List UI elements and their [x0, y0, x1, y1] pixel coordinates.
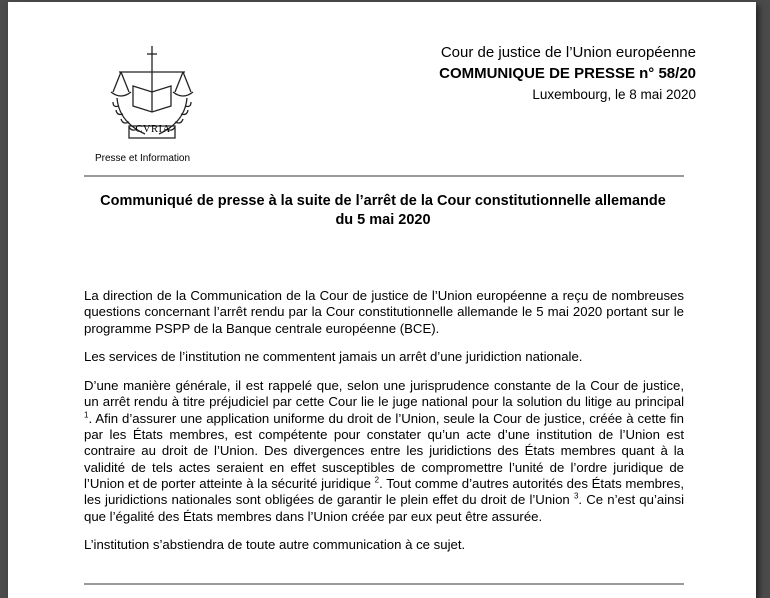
curia-logo-text: CVRIA [135, 124, 171, 135]
title-line-2: du 5 mai 2020 [335, 212, 431, 228]
paragraph-1: La direction de la Communication de la Cour de justice de l’Union européenne a reçu de nombreuses questions concernant l’arrêt rendu par la Cour constitutionnelle allemande le 5 mai 2020 portant sur le programme PSPP de la Banque centrale européenne (BCE). [84, 288, 684, 336]
paragraph-3-part-b: . Afin d’assurer une application uniforme du droit de l’Union, seule la Cour de justice, créée à cette fin par les États membres, est compétente pour constater qu’un acte d’une institution de l’Union est contraire au droit de l’Union. Des divergences entre les juridictions des États membres quant à la validité de tels actes seraient en effet susceptibles de compromettre l’unité de l’ordre juridique de l’Union et de porter atteinte à la sécurité juridique [84, 410, 684, 491]
document-title [78, 192, 688, 230]
footnote-ref-3: 3 [573, 491, 579, 501]
footnote-ref-2: 2 [374, 475, 380, 485]
paragraph-2: Les services de l’institution ne commentent jamais un arrêt d’une juridiction nationale. [84, 349, 583, 365]
curia-logo [105, 42, 199, 146]
press-release-number: COMMUNIQUE DE PRESSE n° 58/20 [439, 65, 696, 82]
paragraph-3-part-c: . Tout comme d’autres autorités des États membres, les juridictions nationales sont obligées de garantir le plein effet du droit de l’Union [84, 475, 684, 508]
header-block [439, 42, 696, 105]
footnote-ref-1: 1 [84, 410, 89, 420]
title-line-1: Communiqué de presse à la suite de l’arrêt de la Cour constitutionnelle allemande [100, 193, 666, 209]
paragraph-3-part-d: . Ce n’est qu’ainsi que l’égalité des États membres dans l’Union créée par eux peut être assurée. [84, 492, 684, 524]
document-page [8, 2, 756, 598]
paragraph-3-part-a: D’une manière générale, il est rappelé que, selon une jurisprudence constante de la Cour de justice, un arrêt rendu à titre préjudiciel par cette Cour lie le juge national pour la solution du litige au principal [84, 378, 684, 410]
body-text [84, 288, 684, 566]
paragraph-3 [84, 378, 684, 525]
service-label: Presse et Information [95, 153, 191, 164]
paragraph-4: L’institution s’abstiendra de toute autre communication à ce sujet. [84, 537, 466, 553]
header-divider [84, 175, 684, 177]
court-name: Cour de justice de l’Union européenne [440, 44, 696, 61]
place-date: Luxembourg, le 8 mai 2020 [532, 87, 696, 102]
footer-divider [84, 583, 684, 585]
